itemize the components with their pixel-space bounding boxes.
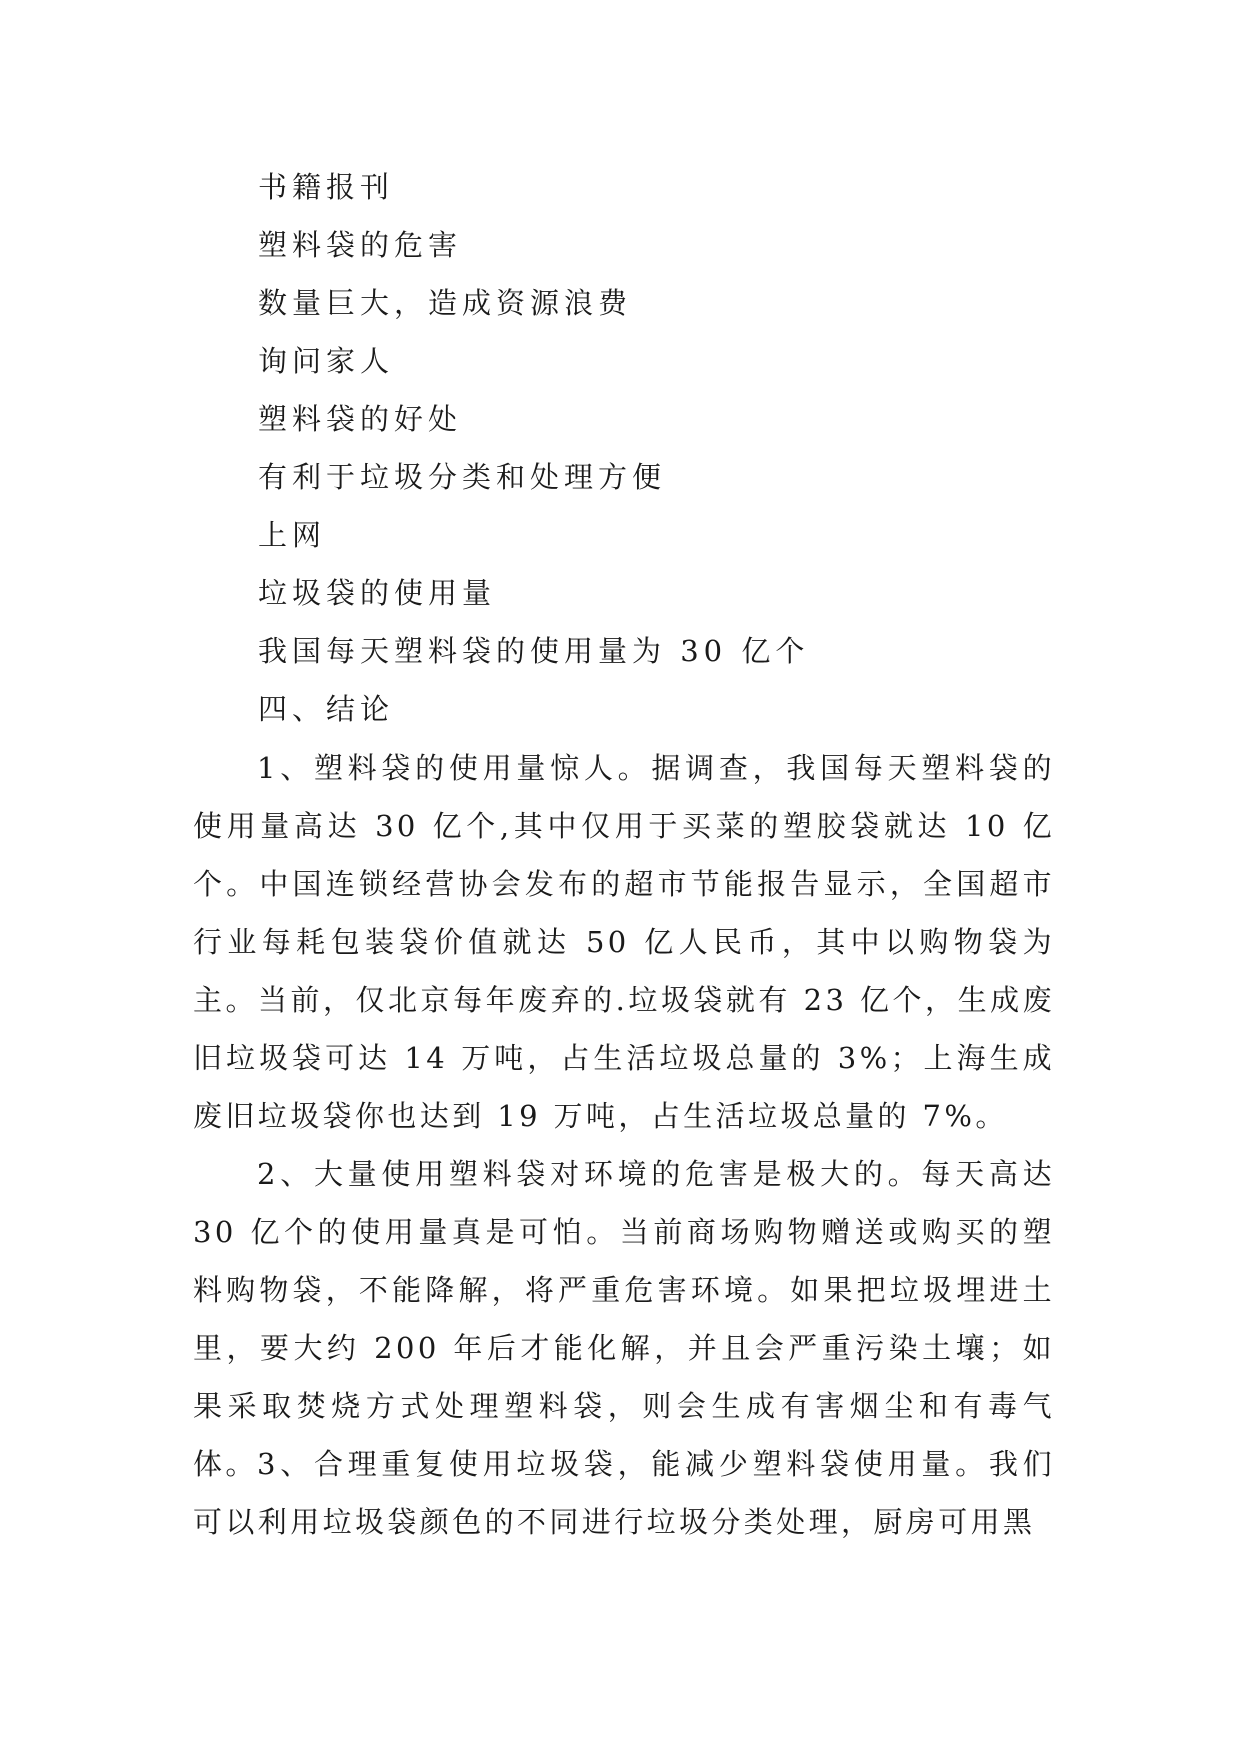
outline-list	[258, 158, 809, 738]
outline-line: 询问家人	[258, 344, 395, 378]
outline-line: 塑料袋的好处	[258, 402, 463, 436]
conclusion-paragraph-2: 2、大量使用塑料袋对环境的危害是极大的。每天高达 30 亿个的使用量真是可怕。当前商场购物赠送或购买的塑料购物袋，不能降解，将严重危害环境。如果把垃圾埋进土里，要大约 200 年后才能化解，并且会严重污染土壤；如果采取焚烧方式处理塑料袋，则会生成有害烟尘和有毒气体。	[193, 1157, 1055, 1481]
section-heading: 四、结论	[258, 692, 395, 726]
outline-line: 上网	[258, 518, 327, 552]
outline-line: 塑料袋的危害	[258, 228, 463, 262]
outline-line: 我国每天塑料袋的使用量为 30 亿个	[258, 634, 810, 668]
outline-line: 书籍报刊	[258, 170, 395, 204]
conclusion-paragraph-1: 1、塑料袋的使用量惊人。据调查，我国每天塑料袋的使用量高达 30 亿个,其中仅用于买菜的塑胶袋就达 10 亿个。中国连锁经营协会发布的超市节能报告显示，全国超市行业每耗包装袋价值就达 50 亿人民币，其中以购物袋为主。当前，仅北京每年废弃的.垃圾袋就有 23 亿个，生成废旧垃圾袋可达 14 万吨，占生活垃圾总量的 3%；上海生成废旧垃圾袋你也达到 19 万吨，占生活垃圾总量的 7%。	[193, 751, 1055, 1133]
conclusion-paragraph-3: 3、合理重复使用垃圾袋，能减少塑料袋使用量。我们可以利用垃圾袋颜色的不同进行垃圾分类处理，厨房可用黑	[193, 1447, 1055, 1539]
outline-line: 有利于垃圾分类和处理方便	[258, 460, 667, 494]
outline-line: 数量巨大，造成资源浪费	[258, 286, 633, 320]
outline-line: 垃圾袋的使用量	[258, 576, 497, 610]
